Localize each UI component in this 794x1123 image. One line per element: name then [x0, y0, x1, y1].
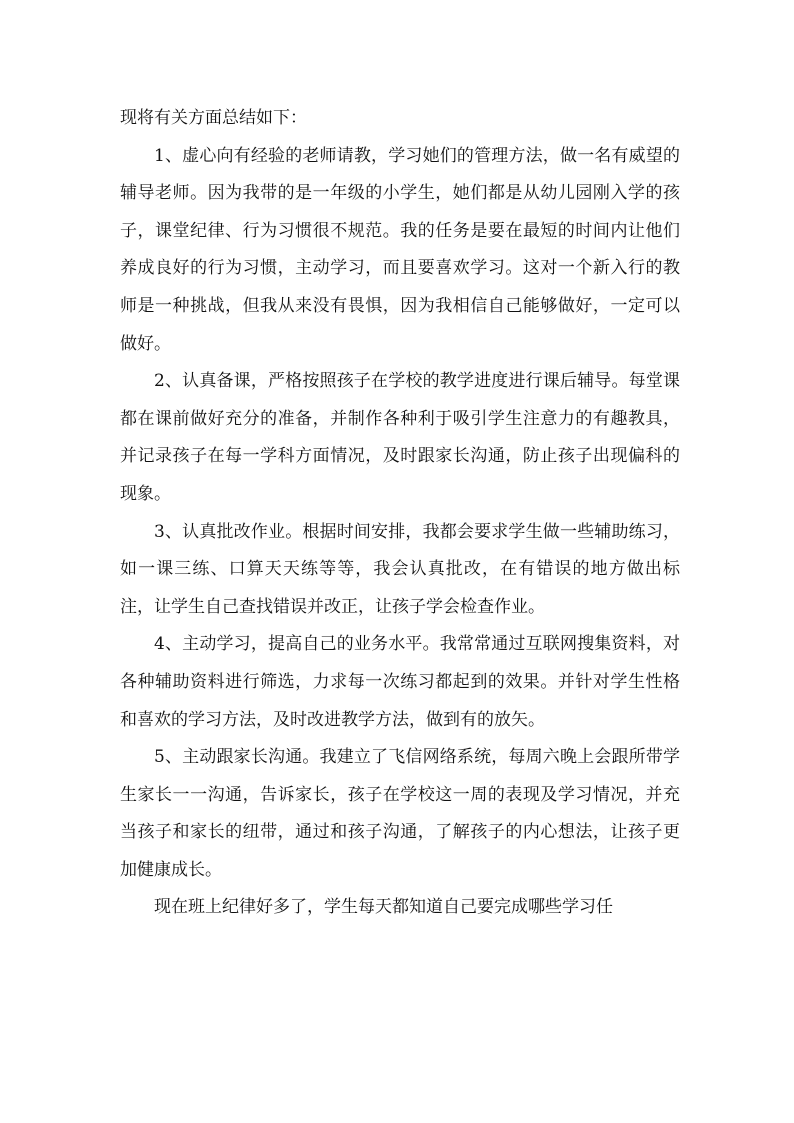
paragraph-item-3: 3、认真批改作业。根据时间安排，我都会要求学生做一些辅助练习，如一课三练、口算天天练等等，我会认真批改，在有错误的地方做出标注，让学生自己查找错误并改正，让孩子学会检查作业。: [120, 521, 680, 617]
paragraph-item-1: 1、虚心向有经验的老师请教，学习她们的管理方法，做一名有威望的辅导老师。因为我带的是一年级的小学生，她们都是从幼儿园刚入学的孩子，课堂纪律、行为习惯很不规范。我的任务是要在最短的时间内让他们养成良好的行为习惯，主动学习，而且要喜欢学习。这对一个新入行的教师是一种挑战，但我从来没有畏惧，因为我相信自己能够做好，一定可以做好。: [120, 145, 680, 354]
paragraph-item-4: 4、主动学习，提高自己的业务水平。我常常通过互联网搜集资料，对各种辅助资料进行筛选，力求每一次练习都起到的效果。并针对学生性格和喜欢的学习方法，及时改进教学方法，做到有的放矢。: [120, 634, 680, 730]
paragraph-item-2: 2、认真备课，严格按照孩子在学校的教学进度进行课后辅导。每堂课都在课前做好充分的准备，并制作各种利于吸引学生注意力的有趣教具，并记录孩子在每一学科方面情况，及时跟家长沟通，防止孩子出现偏科的现象。: [120, 371, 680, 504]
intro-paragraph: 现将有关方面总结如下：: [120, 108, 307, 128]
document-body: [120, 100, 680, 927]
closing-paragraph: 现在班上纪律好多了，学生每天都知道自己要完成哪些学习任: [154, 897, 613, 918]
paragraph-item-5: 5、主动跟家长沟通。我建立了飞信网络系统，每周六晚上会跟所带学生家长一一沟通，告诉家长，孩子在学校这一周的表现及学习情况，并充当孩子和家长的纽带，通过和孩子沟通，了解孩子的内心想法，让孩子更加健康成长。: [120, 747, 680, 880]
